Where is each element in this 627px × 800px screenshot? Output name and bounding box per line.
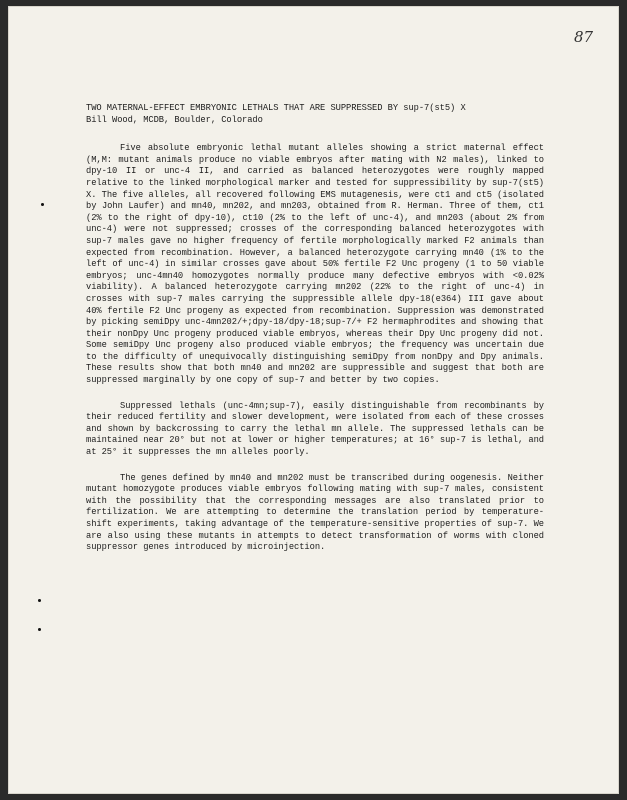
margin-dot — [38, 599, 41, 602]
paragraph-1: Five absolute embryonic lethal mutant alleles showing a strict maternal effect (M,M: mutant animals produce no viable embryos after mating with N2 males), linked to dpy-10 II or unc-4 II, and carried as balanced heterozygotes were roughly mapped relative to the linked morphological marker and tested for suppressibility by sup-7(st5) X. The five alleles, all recovered following EMS mutagenesis, were ct1 and ct5 (isolated by John Laufer) and mn40, mn202, and mn203, obtained from R. Herman. Three of them, ct1 (2% to the right of dpy-10), ct10 (2% to the left of unc-4), and mn203 (about 2% from unc-4) were not suppressed; crosses of the corresponding balanced heterozygotes with sup-7 males gave no higher frequency of fertile morphologically marked F2 animals than expected from recombination. However, a balanced heterozygote carrying mn40 (1% to the left of unc-4) in similar crosses gave about 50% fertile F2 Unc progeny (1 to 50 viable embryos; unc-4mn40 homozygotes normally produce many defective embryos with <0.02% viability). A balanced heterozygote carrying mn202 (22% to the right of unc-4) in crosses with sup-7 males carrying the suppressible allele dpy-18(e364) III gave about 40% fertile F2 Unc progeny as expected from recombination. Suppression was demonstrated by picking semiDpy unc-4mn202/+;dpy-18/dpy-18;sup-7/+ F2 hermaphrodites and showing that their nonDpy Unc progeny produced viable embryos, whereas their Dpy Unc progeny did not. Some semiDpy Unc progeny also produced viable embryos; the frequency was uncertain due to the difficulty of unequivocally distinguishing semiDpy from nonDpy and Dpy animals. These results show that both mn40 and mn202 are suppressible and suggest that both are suppressed marginally by one copy of sup-7 and better by two copies. — [86, 143, 544, 386]
paragraph-3: The genes defined by mn40 and mn202 must be transcribed during oogenesis. Neither mutant homozygote produces viable embryos following mating with sup-7 males, consistent with the possibility that the corresponding messages are also translated prior to fertilization. We are attempting to determine the translation period by temperature-shift experiments, taking advantage of the temperature-sensitive properties of sup-7. We are also using these mutants in attempts to detect transformation of worms with cloned suppressor genes introduced by microinjection. — [86, 472, 544, 553]
author-affiliation: Bill Wood, MCDB, Boulder, Colorado — [86, 114, 263, 125]
abstract-title: TWO MATERNAL-EFFECT EMBRYONIC LETHALS THAT ARE SUPPRESSED BY sup-7(st5) X — [86, 103, 466, 113]
abstract-body — [86, 103, 544, 554]
margin-dot — [41, 203, 44, 206]
page-number: 87 — [574, 28, 594, 46]
document-page — [8, 6, 619, 794]
margin-dot — [38, 628, 41, 631]
paragraph-2: Suppressed lethals (unc-4mn;sup-7), easily distinguishable from recombinants by their reduced fertility and slower development, were isolated from each of these crosses and shown by backcrossing to carry the lethal mn allele. The suppressed lethals can be maintained near 20° but not at lower or higher temperatures; at 16° sup-7 is lethal, and at 25° it suppresses the mn alleles poorly. — [86, 400, 544, 458]
